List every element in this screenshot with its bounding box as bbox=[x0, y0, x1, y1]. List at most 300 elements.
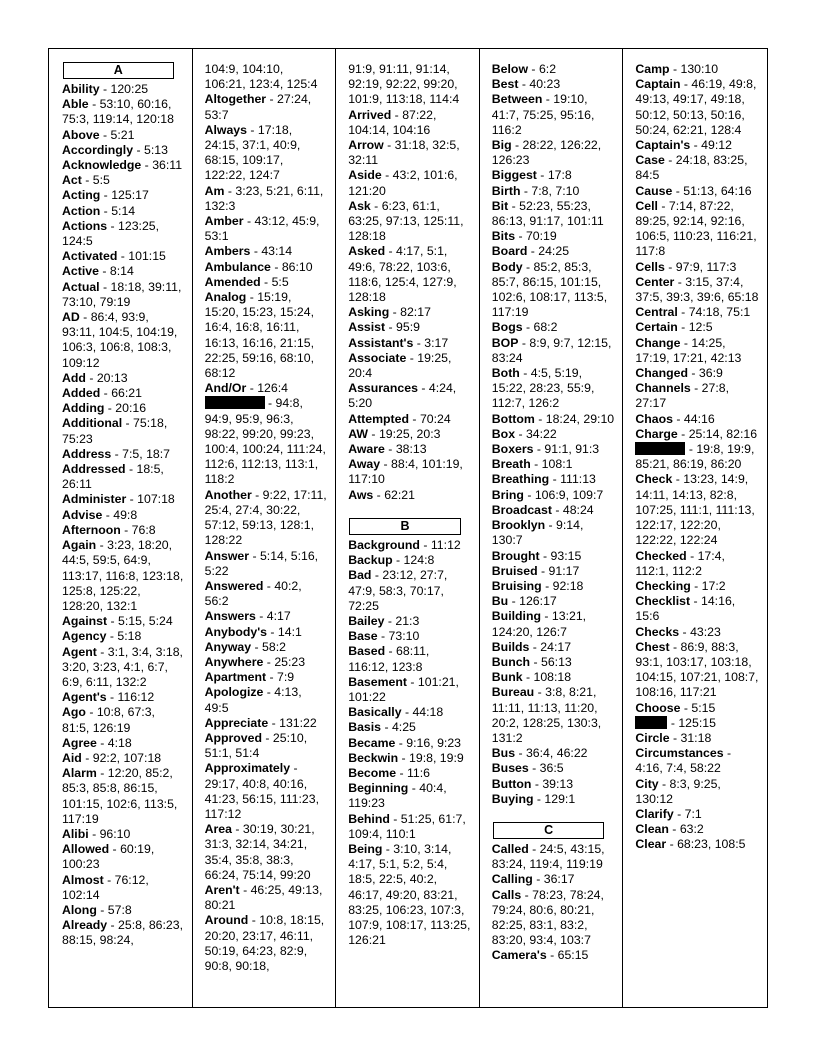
index-entry bbox=[635, 807, 759, 822]
page-line-references: - 125:15 bbox=[670, 715, 716, 730]
page-line-references: - 86:9, 88:3, 93:1, 103:17, 103:18, 104:15, 107:21, 108:7, 108:16, 117:21 bbox=[635, 639, 759, 700]
index-term: Broadcast bbox=[491, 502, 552, 517]
page-line-references: - 12:20, 85:2, 85:3, 85:8, 86:15, 101:15, 102:6, 113:5, 117:19 bbox=[62, 766, 178, 826]
index-entry bbox=[635, 320, 759, 335]
page-line-references: - 97:9, 117:3 bbox=[664, 259, 737, 274]
page-line-references: - 3:23, 5:21, 6:11, 132:3 bbox=[204, 183, 324, 213]
index-term: AW bbox=[348, 426, 369, 441]
page-line-references: - 108:18 bbox=[522, 670, 572, 685]
index-entry bbox=[348, 705, 471, 720]
index-entry bbox=[62, 97, 184, 127]
index-entry bbox=[62, 614, 184, 629]
index-entry bbox=[348, 766, 471, 781]
index-term: Around bbox=[204, 913, 249, 928]
index-entry bbox=[492, 320, 615, 335]
index-entry bbox=[348, 427, 471, 442]
index-term: Amber bbox=[204, 214, 244, 229]
index-entry bbox=[205, 290, 328, 381]
page-line-references: - 101:21, 101:22 bbox=[348, 674, 459, 704]
page-line-references: - 17:4, 112:1, 112:2 bbox=[635, 548, 725, 578]
index-term: Check bbox=[635, 472, 673, 487]
index-term: Analog bbox=[204, 290, 247, 305]
index-term: Basement bbox=[348, 674, 407, 689]
index-term: City bbox=[635, 776, 659, 791]
index-entry bbox=[635, 138, 759, 153]
page-line-references: - 40:4, 119:23 bbox=[348, 781, 447, 811]
page-line-references: - 129:1 bbox=[533, 791, 576, 806]
index-entry bbox=[635, 260, 759, 275]
page-line-references: - 73:10 bbox=[377, 629, 420, 644]
index-term: Acting bbox=[62, 188, 101, 203]
page-line-references: - 76:12, 102:14 bbox=[62, 872, 149, 902]
index-entry bbox=[205, 184, 328, 214]
index-entry bbox=[492, 777, 615, 792]
index-entry bbox=[492, 948, 615, 963]
index-term: Always bbox=[204, 122, 247, 137]
page-line-references: - 27:24, 53:7 bbox=[204, 92, 312, 122]
page-line-references: - 101:15 bbox=[117, 249, 166, 264]
index-entry bbox=[348, 812, 471, 842]
index-term: Aren't bbox=[204, 882, 240, 897]
index-term: Action bbox=[62, 203, 101, 218]
index-entry bbox=[348, 244, 471, 305]
index-entry bbox=[635, 640, 759, 701]
index-term: Assurances bbox=[348, 381, 418, 396]
page-line-references: - 3:15, 37:4, 37:5, 39:3, 39:6, 65:18 bbox=[635, 274, 759, 305]
index-term: Builds bbox=[491, 639, 530, 654]
page-line-references: - 10:8, 67:3, 81:5, 126:19 bbox=[62, 705, 155, 735]
index-entry bbox=[492, 442, 615, 457]
index-entry bbox=[62, 173, 184, 188]
page-line-references: - 44:16 bbox=[672, 411, 715, 426]
page-line-references: - 88:4, 101:19, 117:10 bbox=[348, 457, 463, 487]
index-entry bbox=[62, 158, 184, 173]
page-line-references: - 66:21 bbox=[100, 386, 142, 401]
index-term: Both bbox=[491, 366, 520, 381]
page-line-references: - 39:13 bbox=[531, 776, 574, 791]
index-entry bbox=[62, 690, 184, 705]
index-entry bbox=[492, 670, 615, 685]
index-entry bbox=[635, 62, 759, 77]
index-entry bbox=[205, 260, 328, 275]
index-entry bbox=[635, 822, 759, 837]
page-line-references: - 5:14 bbox=[100, 203, 136, 218]
index-term: Afternoon bbox=[62, 522, 121, 537]
index-term: Chaos bbox=[635, 411, 673, 426]
index-entry bbox=[348, 62, 471, 108]
index-term: AD bbox=[62, 310, 80, 325]
index-column-5 bbox=[623, 49, 767, 1007]
index-term: And/Or bbox=[204, 381, 247, 396]
redaction-bar bbox=[635, 442, 685, 455]
index-term: Basis bbox=[348, 720, 382, 735]
index-term: Checked bbox=[635, 548, 687, 563]
page-line-references: - 25:14, 82:16 bbox=[677, 426, 758, 441]
index-entry bbox=[492, 472, 615, 487]
index-column-1 bbox=[49, 49, 193, 1007]
index-entry bbox=[635, 625, 759, 640]
index-entry bbox=[62, 401, 184, 416]
index-entry bbox=[635, 837, 759, 852]
index-entry bbox=[492, 488, 615, 503]
index-term: Acknowledge bbox=[62, 158, 142, 173]
index-entry bbox=[492, 746, 615, 761]
page-line-references: - 111:13 bbox=[549, 472, 596, 487]
index-entry bbox=[492, 579, 615, 594]
index-term: Captain's bbox=[635, 138, 691, 153]
index-entry bbox=[205, 62, 328, 92]
page-line-references: - 76:8 bbox=[120, 522, 156, 537]
index-entry bbox=[348, 412, 471, 427]
page-line-references: - 4:16, 7:4, 58:22 bbox=[635, 746, 732, 776]
page-line-references: - 107:18 bbox=[126, 492, 175, 507]
page-line-references: - 25:10, 51:1, 51:4 bbox=[204, 730, 308, 761]
index-term: Accordingly bbox=[62, 142, 134, 157]
index-term: Act bbox=[62, 173, 82, 188]
index-entry bbox=[62, 705, 184, 735]
page-line-references: - 92:18 bbox=[541, 578, 584, 593]
index-term: Adding bbox=[62, 401, 105, 416]
index-term: Activated bbox=[62, 249, 118, 264]
page-line-references: - 13:21, 124:20, 126:7 bbox=[491, 609, 587, 639]
index-term: Arrived bbox=[348, 107, 392, 122]
page-line-references: - 10:8, 18:15, 20:20, 23:17, 46:11, 50:19, 64:23, 82:9, 90:8, 90:18, bbox=[204, 913, 325, 973]
page-line-references: - 62:21 bbox=[373, 487, 415, 502]
page-line-references: - 46:19, 49:8, 49:13, 49:17, 49:18, 50:12, 50:13, 50:16, 50:24, 62:21, 128:4 bbox=[635, 77, 757, 137]
page-line-references: - 25:23 bbox=[263, 654, 306, 669]
index-term: Appreciate bbox=[204, 715, 269, 730]
redaction-bar bbox=[205, 396, 265, 409]
page-line-references: - 4:24, 5:20 bbox=[348, 381, 457, 411]
page-line-references: - 24:17 bbox=[529, 639, 572, 654]
index-term: Clear bbox=[635, 837, 667, 852]
index-entry bbox=[492, 168, 615, 183]
index-entry bbox=[205, 655, 328, 670]
index-entry bbox=[348, 751, 471, 766]
index-entry bbox=[348, 614, 471, 629]
index-entry bbox=[492, 229, 615, 244]
index-entry bbox=[492, 412, 615, 427]
page-line-references: - 17:2 bbox=[690, 578, 726, 593]
index-entry bbox=[62, 219, 184, 249]
index-term: Charge bbox=[635, 426, 678, 441]
index-entry bbox=[205, 670, 328, 685]
index-term: Center bbox=[635, 274, 675, 289]
page-line-references: - 9:14, 130:7 bbox=[491, 518, 584, 548]
index-entry bbox=[205, 640, 328, 655]
index-entry bbox=[635, 427, 759, 442]
page-line-references: - 52:23, 55:23, 86:13, 91:17, 101:11 bbox=[491, 198, 604, 229]
page-line-references: - 70:19 bbox=[515, 229, 557, 244]
index-term: Being bbox=[348, 841, 383, 856]
index-term: Bottom bbox=[491, 411, 535, 426]
index-entry bbox=[348, 108, 471, 138]
page-line-references: - 11:12 bbox=[419, 537, 461, 552]
index-entry bbox=[492, 366, 615, 412]
index-entry bbox=[492, 518, 615, 548]
index-entry bbox=[492, 336, 615, 366]
page-line-references: - 60:19, 100:23 bbox=[62, 842, 155, 872]
index-entry bbox=[205, 609, 328, 624]
page-line-references: - 24:18, 83:25, 84:5 bbox=[635, 153, 748, 183]
page-line-references: - 3:10, 3:14, 4:17, 5:1, 5:2, 5:4, 18:5, 22:5, 40:2, 46:17, 49:20, 83:21, 83:25, 106:23, 107:3, 107:9, 108:17, 113:25, 126:21 bbox=[348, 841, 471, 948]
page-line-references: - 74:18, 75:1 bbox=[677, 305, 751, 320]
index-term: Breath bbox=[491, 457, 531, 472]
page-line-references: - 19:8, 19:9 bbox=[398, 750, 464, 765]
page-line-references: - 13:23, 14:9, 14:11, 14:13, 82:8, 107:25, 111:1, 111:13, 122:17, 122:20, 122:22, 122:24 bbox=[635, 472, 755, 548]
page-line-references: - 6:2 bbox=[528, 62, 557, 76]
index-term: Became bbox=[348, 735, 396, 750]
page-line-references: - 6:23, 61:1, 63:25, 97:13, 125:11, 128:18 bbox=[348, 198, 464, 244]
page-line-references: - 78:23, 78:24, 79:24, 80:6, 80:21, 82:25, 83:1, 83:2, 83:20, 93:4, 103:7 bbox=[491, 887, 604, 948]
page-line-references: - 3:17 bbox=[413, 335, 449, 350]
index-entry bbox=[205, 883, 328, 913]
index-entry bbox=[62, 280, 184, 310]
index-entry bbox=[492, 655, 615, 670]
page-line-references: - 123:25, 124:5 bbox=[62, 218, 160, 249]
index-term: Area bbox=[204, 822, 232, 837]
index-term: Agency bbox=[62, 629, 107, 644]
index-entry bbox=[492, 457, 615, 472]
page-line-references: - 96:10 bbox=[88, 826, 131, 841]
index-term: Camera's bbox=[491, 948, 547, 963]
index-term: Circle bbox=[635, 730, 670, 745]
index-entry bbox=[62, 188, 184, 203]
index-entry bbox=[62, 128, 184, 143]
index-term: Bruising bbox=[491, 578, 542, 593]
index-entry bbox=[62, 264, 184, 279]
index-term: Brooklyn bbox=[491, 518, 546, 533]
index-term: Ambulance bbox=[204, 259, 271, 274]
index-entry bbox=[62, 629, 184, 644]
page-line-references: - 36:17 bbox=[532, 872, 575, 887]
page-line-references: - 125:17 bbox=[100, 188, 149, 203]
page-line-references: - 36:5 bbox=[528, 761, 564, 776]
page-line-references: - 25:8, 86:23, 88:15, 98:24, bbox=[62, 918, 184, 948]
index-entry bbox=[62, 386, 184, 401]
page-line-references: - 9:22, 17:11, 25:4, 27:4, 30:22, 57:12, 59:13, 128:1, 128:22 bbox=[204, 487, 327, 548]
index-term: Bruised bbox=[491, 563, 538, 578]
index-entry bbox=[62, 918, 184, 948]
index-entry bbox=[492, 609, 615, 639]
index-term: Bit bbox=[491, 198, 509, 213]
index-term: Bogs bbox=[491, 320, 523, 335]
page-line-references: - 43:12, 45:9, 53:1 bbox=[204, 214, 320, 244]
index-term: Answered bbox=[204, 578, 264, 593]
index-term: Assistant's bbox=[348, 335, 414, 350]
index-term: Bu bbox=[491, 594, 509, 609]
page-line-references: - 31:18, 32:5, 32:11 bbox=[348, 138, 460, 168]
index-entry bbox=[635, 199, 759, 260]
index-entry bbox=[348, 320, 471, 335]
index-term: Actual bbox=[62, 279, 100, 294]
index-entry bbox=[348, 720, 471, 735]
page-line-references: - 21:3 bbox=[384, 613, 420, 628]
index-term: Agree bbox=[62, 735, 97, 750]
index-entry bbox=[635, 381, 759, 411]
page-line-references: - 116:12 bbox=[106, 690, 155, 705]
page-line-references: - 34:22 bbox=[515, 426, 557, 441]
index-entry bbox=[62, 371, 184, 386]
page-line-references: - 20:13 bbox=[85, 370, 128, 385]
index-entry bbox=[492, 761, 615, 776]
page-line-references: - 4:25 bbox=[381, 720, 416, 735]
page-line-references: - 5:5 bbox=[81, 173, 110, 188]
index-entry bbox=[62, 903, 184, 918]
index-entry bbox=[205, 275, 328, 290]
page-line-references: - 56:13 bbox=[530, 654, 572, 669]
index-term: Again bbox=[62, 538, 97, 553]
page-line-references: - 58:2 bbox=[251, 639, 286, 654]
index-term: Aware bbox=[348, 442, 385, 457]
index-term: Box bbox=[491, 426, 516, 441]
index-term: Based bbox=[348, 644, 386, 659]
index-term: Building bbox=[491, 609, 541, 624]
index-term: Biggest bbox=[491, 168, 537, 183]
page-line-references: - 19:25, 20:4 bbox=[348, 350, 452, 381]
index-entry bbox=[635, 594, 759, 624]
index-term: Checking bbox=[635, 578, 691, 593]
page-line-references: - 49:12 bbox=[690, 138, 732, 153]
index-entry bbox=[205, 913, 328, 974]
index-term: Anyway bbox=[204, 639, 252, 654]
index-term: Cause bbox=[635, 183, 673, 198]
index-entry bbox=[635, 336, 759, 366]
page-line-references: - 17:18, 24:15, 37:1, 40:9, 68:15, 109:17, 122:22, 124:7 bbox=[204, 122, 301, 183]
index-entry bbox=[492, 503, 615, 518]
index-entry bbox=[492, 138, 615, 168]
index-term: Approved bbox=[204, 730, 262, 745]
index-entry bbox=[205, 549, 328, 579]
index-entry bbox=[62, 827, 184, 842]
index-entry bbox=[62, 523, 184, 538]
index-entry bbox=[205, 488, 328, 549]
index-term: Below bbox=[491, 62, 529, 76]
index-entry bbox=[348, 675, 471, 705]
index-entry bbox=[205, 625, 328, 640]
index-term: Bunch bbox=[491, 654, 531, 669]
index-entry bbox=[635, 716, 759, 731]
index-entry bbox=[635, 305, 759, 320]
page-line-references: - 120:25 bbox=[99, 82, 149, 96]
index-entry bbox=[348, 568, 471, 614]
page-line-references: - 63:2 bbox=[668, 822, 704, 837]
page-line-references: - 27:8, 27:17 bbox=[635, 381, 730, 411]
index-entry bbox=[348, 736, 471, 751]
index-entry bbox=[635, 366, 759, 381]
index-term: Checklist bbox=[635, 594, 691, 609]
page-line-references: - 75:18, 75:23 bbox=[62, 416, 168, 446]
page-line-references: - 46:25, 49:13, 80:21 bbox=[204, 882, 323, 913]
index-term: Case bbox=[635, 153, 665, 168]
index-term: Answer bbox=[204, 548, 250, 563]
index-term: Clarify bbox=[635, 806, 674, 821]
index-entry bbox=[635, 746, 759, 776]
index-entry bbox=[348, 442, 471, 457]
page-line-references: - 68:23, 108:5 bbox=[666, 837, 746, 852]
index-term: Checks bbox=[635, 624, 680, 639]
index-entry bbox=[348, 168, 471, 198]
page-line-references: - 49:8 bbox=[102, 507, 138, 522]
index-column-2 bbox=[193, 49, 337, 1007]
page-line-references: - 43:23 bbox=[679, 624, 721, 639]
page-line-references: - 9:16, 9:23 bbox=[395, 735, 462, 750]
index-entry bbox=[492, 640, 615, 655]
page-line-references: - 7:8, 7:10 bbox=[520, 183, 580, 198]
index-term: Channels bbox=[635, 381, 691, 396]
page-line-references: - 87:22, 104:14, 104:16 bbox=[348, 107, 437, 137]
page-line-references: - 44:18 bbox=[401, 705, 444, 720]
page-line-references: - 15:19, 15:20, 15:23, 15:24, 16:4, 16:8, 16:11, 16:13, 16:16, 21:15, 22:25, 59:16, 68:10, 68:12 bbox=[204, 290, 315, 381]
index-entry bbox=[348, 488, 471, 503]
index-term: Apartment bbox=[204, 670, 267, 685]
page-line-references: - 7:14, 87:22, 89:25, 92:14, 92:16, 106:5, 110:23, 116:21, 117:8 bbox=[635, 198, 757, 259]
index-term: Answers bbox=[204, 609, 256, 624]
index-column-3 bbox=[336, 49, 480, 1007]
index-term: Backup bbox=[348, 553, 393, 568]
page-line-references: - 68:11, 116:12, 123:8 bbox=[348, 644, 430, 674]
page-line-references: - 5:14, 5:16, 5:22 bbox=[204, 548, 319, 578]
index-term: Anywhere bbox=[204, 654, 264, 669]
index-term: Between bbox=[491, 92, 543, 107]
index-entry bbox=[62, 842, 184, 872]
index-term: Arrow bbox=[348, 138, 384, 153]
index-term: Central bbox=[635, 305, 678, 320]
index-term: Away bbox=[348, 457, 381, 472]
index-term: Administer bbox=[62, 492, 127, 507]
page-line-references: - 29:17, 40:8, 40:16, 41:23, 56:15, 111:23, 117:12 bbox=[204, 761, 320, 821]
page-line-references: - 4:13, 49:5 bbox=[204, 685, 302, 715]
index-entry bbox=[348, 629, 471, 644]
page-line-references: - 18:5, 26:11 bbox=[62, 462, 164, 492]
page-line-references: - 57:8 bbox=[96, 902, 132, 917]
index-term: Altogether bbox=[204, 92, 267, 107]
index-entry bbox=[62, 538, 184, 614]
page-line-references: - 3:1, 3:4, 3:18, 3:20, 3:23, 4:1, 6:7, 6:9, 6:11, 132:2 bbox=[62, 644, 183, 689]
index-entry bbox=[635, 701, 759, 716]
index-term: Bits bbox=[491, 229, 516, 244]
page-line-references: - 5:13 bbox=[133, 142, 168, 157]
page-line-references: - 24:5, 43:15, 83:24, 119:4, 119:19 bbox=[491, 841, 605, 872]
index-term: Buying bbox=[491, 791, 534, 806]
index-entry bbox=[62, 736, 184, 751]
index-term: Changed bbox=[635, 366, 688, 381]
page-line-references: - 53:10, 60:16, 75:3, 119:14, 120:18 bbox=[62, 97, 174, 127]
page-line-references: - 82:17 bbox=[389, 305, 431, 320]
index-term: Aside bbox=[348, 168, 382, 183]
index-term: Added bbox=[62, 386, 101, 401]
index-entry bbox=[492, 685, 615, 746]
page-line-references: - 30:19, 30:21, 31:3, 32:14, 34:21, 35:4, 35:8, 38:3, 66:24, 75:14, 99:20 bbox=[204, 822, 315, 882]
page-line-references: - 4:18 bbox=[96, 735, 132, 750]
index-entry bbox=[635, 77, 759, 138]
page-line-references: - 51:13, 64:16 bbox=[672, 183, 752, 198]
page-line-references: - 86:4, 93:9, 93:11, 104:5, 104:19, 106:3, 106:8, 108:3, 109:12 bbox=[62, 310, 178, 370]
index-term: Agent bbox=[62, 644, 97, 659]
page-line-references: - 5:15 bbox=[680, 700, 716, 715]
index-entry bbox=[62, 249, 184, 264]
page-line-references: - 48:24 bbox=[551, 502, 594, 517]
page-line-references: - 19:10, 41:7, 75:25, 95:16, 116:2 bbox=[491, 92, 595, 137]
page-line-references: - 7:5, 18:7 bbox=[111, 446, 171, 461]
index-term: Brought bbox=[491, 548, 540, 563]
page-line-references: - 14:1 bbox=[266, 624, 302, 639]
index-term: Am bbox=[204, 183, 225, 198]
index-term: Apologize bbox=[204, 685, 264, 700]
index-entry bbox=[492, 260, 615, 321]
index-term: Certain bbox=[635, 320, 678, 335]
index-term: Add bbox=[62, 370, 86, 385]
